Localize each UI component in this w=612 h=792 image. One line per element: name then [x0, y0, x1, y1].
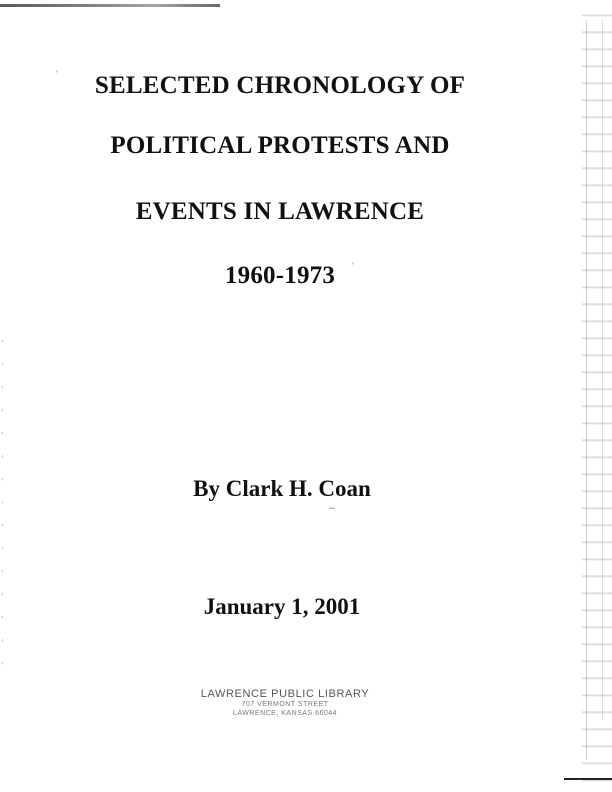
library-stamp: [190, 688, 380, 718]
title-line-1: SELECTED CHRONOLOGY OF: [94, 72, 466, 99]
title-line-3: EVENTS IN LAWRENCE: [135, 198, 425, 225]
scan-speck: ∼: [328, 503, 336, 513]
stamp-library-name: LAWRENCE PUBLIC LIBRARY: [200, 688, 370, 700]
scan-speck: ′: [56, 69, 58, 79]
scan-artifact-bottom: [564, 778, 612, 780]
scan-speck: ′: [352, 261, 354, 271]
scan-rule: [602, 20, 603, 720]
scan-artifact-right: [582, 0, 612, 792]
author-byline: By Clark H. Coan: [193, 476, 371, 501]
publication-date: January 1, 2001: [203, 594, 361, 619]
scan-artifact-top: [0, 4, 220, 7]
stamp-address-line: 707 VERMONT STREET: [241, 701, 329, 708]
stamp-city-line: LAWRENCE, KANSAS 66044: [232, 710, 338, 717]
title-line-4-years: 1960-1973: [224, 262, 336, 289]
title-line-2: POLITICAL PROTESTS AND: [110, 132, 450, 159]
scan-rule: [586, 20, 587, 760]
